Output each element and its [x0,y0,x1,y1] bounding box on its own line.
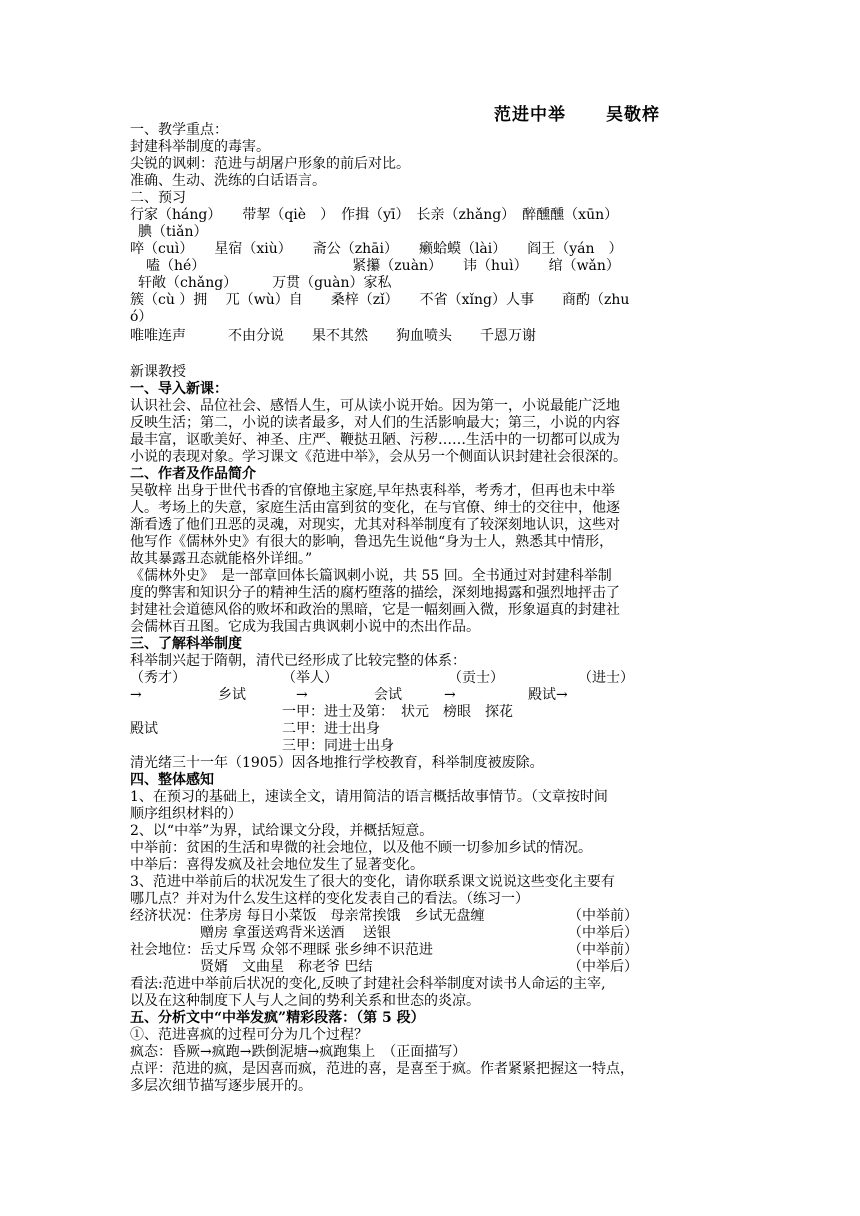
section-heading: 四、整体感知 [130,772,214,788]
text-line: 准确、生动、洗练的白话语言。 [130,173,326,189]
arrow: → [130,687,142,703]
paragraph-line: 认识社会、品位社会、感悟人生，可从读小说开始。因为第一，小说最能广泛地 [130,398,620,414]
paragraph-line: 渐看透了他们丑恶的灵魂，对现实，尤其对科举制度有了较深刻地认识，这些对 [130,517,620,533]
exam-level-jinshi: （进士） [578,670,634,686]
economic-after: 赠房 拿蛋送鸡背米送酒 送银 [130,925,391,941]
section-heading: 一、导入新课： [130,381,228,397]
exam-level-gongshi: （贡士） [448,670,504,686]
preview-line: 腆（tiǎn） [138,224,208,240]
paragraph-line: 点评：范进的疯，是因喜而疯，范进的喜，是喜至于疯。作者紧紧把握这一特点， [130,1061,634,1077]
paragraph-line: ①、范进喜疯的过程可分为几个过程？ [130,1027,368,1043]
title-author: 吴敬梓 [606,105,660,125]
paragraph-line: 哪几点？并对为什么发生这样的变化发表自己的看法。（练习一） [130,891,529,907]
rank-sanjia: 三甲：同进士出身 [282,738,394,754]
title-main: 范进中举 [494,105,566,125]
paragraph-line: 科举制兴起于隋朝，清代已经形成了比较完整的体系： [130,653,466,669]
paragraph-line: 中举后：喜得发疯及社会地位发生了显著变化。 [130,857,424,873]
exam-level-juren: （举人） [282,670,338,686]
preview-line: 嗑（hé） 紧攥（zuàn） 讳（huì） 绾（wǎn） [146,258,620,274]
paragraph-line: 反映生活；第二，小说的读者最多，对人们的生活影响最大；第三，小说的内容 [130,415,620,431]
exam-xiangshi: 乡试 [218,687,246,703]
exam-huishi: 会试 [374,687,402,703]
paragraph-line: 封建社会道德风俗的败坏和政治的黑暗，它是一幅刻画入微，形象逼真的封建社 [130,602,620,618]
exam-dianshi: 殿试→ [528,687,568,703]
paragraph-line: 顺序组织材料的） [130,806,242,822]
paragraph-line: 2、以“中举”为界，试给课文分段，并概括短意。 [130,823,434,839]
preview-line: 行家（háng） 带挈（qiè ） 作揖（yī） 长亲（zhǎng） 醉醺醺（xūn） [130,207,619,223]
social-before: 社会地位：岳丈斥骂 众邻不理睬 张乡绅不识范进 [130,942,433,958]
tag-after: （中举后） [568,959,638,975]
rank-erjia: 二甲：进士出身 [282,721,380,737]
preview-line: 簇（cù ）拥 兀（wù）自 桑梓（zǐ） 不省（xǐng）人事 商酌（zhu [130,292,630,308]
paragraph-line: 吴敬梓 出身于世代书香的官僚地主家庭,早年热衷科举，考秀才，但再也未中举 [130,483,615,499]
paragraph-line: 清光绪三十一年（1905）因各地推行学校教育，科举制度被废除。 [130,755,544,771]
text-line: 封建科举制度的毒害。 [130,139,270,155]
text-line: 尖锐的讽刺：范进与胡屠户形象的前后对比。 [130,156,410,172]
section-heading: 一、教学重点： [130,122,228,138]
section-heading: 二、作者及作品简介 [130,466,256,482]
paragraph-line: 最丰富，讴歌美好、神圣、庄严、鞭挞丑陋、污秽……生活中的一切都可以成为 [130,432,620,448]
preview-line: 唯唯连声 不由分说 果不其然 狗血喷头 千恩万谢 [130,328,536,344]
section-heading: 五、分析文中“中举发疯”精彩段落：（第 5 段） [130,1010,425,1026]
social-after: 贤婿 文曲星 称老爷 巴结 [130,959,373,975]
paragraph-line: 他写作《儒林外史》有很大的影响，鲁迅先生说他“身为士人，熟悉其中情形， [130,534,614,550]
section-heading: 新课教授 [130,364,186,380]
paragraph-line: 度的弊害和知识分子的精神生活的腐朽堕落的描绘，深刻地揭露和强烈地抨击了 [130,585,620,601]
paragraph-line: 会儒林百丑图。它成为我国古典讽刺小说中的杰出作品。 [130,619,480,635]
economic-before: 经济状况：住茅房 每日小菜饭 母亲常挨饿 乡试无盘缠 [130,908,485,924]
tag-before: （中举前） [568,942,638,958]
tag-before: （中举前） [568,908,638,924]
paragraph-line: 疯态：昏厥→疯跑→跌倒泥塘→疯跑集上 （正面描写） [130,1044,467,1060]
tag-after: （中举后） [568,925,638,941]
preview-line: 轩敞（chǎng） 万贯（guàn）家私 [138,275,392,291]
arrow: → [444,687,456,703]
paragraph-line: 小说的表现对象。学习课文《范进中举》，会从另一个侧面认识封建社会很深的。 [130,449,627,465]
paragraph-line: 看法:范进中举前后状况的变化,反映了封建社会科举制度对读书人命运的主宰, [130,976,606,992]
paragraph-line: 故其暴露丑态就能格外详细。” [130,551,313,567]
exam-dianshi-label: 殿试 [130,721,158,737]
page-title [494,100,660,125]
paragraph-line: 3、范进中举前后的状况发生了很大的变化，请你联系课文说说这些变化主要有 [130,874,615,890]
section-heading: 二、预习 [130,190,186,206]
preview-line: ó） [130,309,153,325]
preview-line: 啐（cuì） 星宿（xiù） 斋公（zhāi） 癞蛤蟆（lài） 阎王（yán ） [130,241,623,257]
paragraph-line: 人。考场上的失意，家庭生活由富到贫的变化，在与官僚、绅士的交往中，他逐 [130,500,620,516]
arrow: → [296,687,308,703]
section-heading: 三、了解科举制度 [130,636,242,652]
rank-yijia: 一甲：进士及第： 状元 榜眼 探花 [282,704,513,720]
exam-level-xiucai: （秀才） [130,670,186,686]
paragraph-line: 以及在这种制度下人与人之间的势利关系和世态的炎凉。 [130,993,480,1009]
paragraph-line: 多层次细节描写逐步展开的。 [130,1078,312,1094]
paragraph-line: 1、在预习的基础上，速读全文，请用简洁的语言概括故事情节。（文章按时间 [130,789,608,805]
paragraph-line: 《儒林外史》 是一部章回体长篇讽刺小说，共 55 回。全书通过对封建科举制 [130,568,612,584]
paragraph-line: 中举前：贫困的生活和卑微的社会地位，以及他不顾一切参加乡试的情况。 [130,840,592,856]
